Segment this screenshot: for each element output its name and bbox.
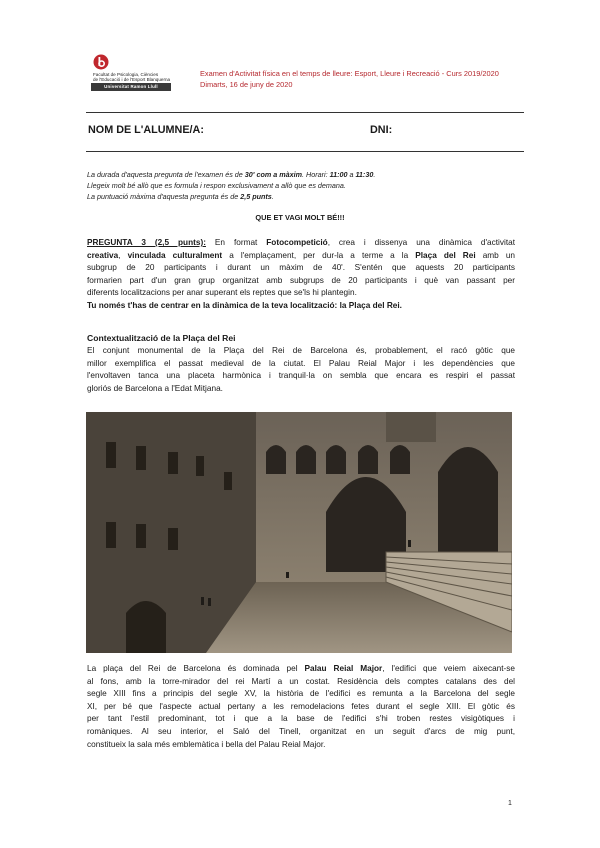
good-luck-message: QUE ET VAGI MOLT BÉ!!! (255, 213, 345, 222)
context-paragraph-2: La plaça del Rei de Barcelona és dominada pel Palau Reial Major, l'edifici que veiem aixecant-se al fons, amb la torre-mirador del rei Martí a un costat. Residència dels comptes catalans des del segle XIII fins a principis del segle XV, la història de l'edifici es remunta a la Barcelona del segle XI, per bé que l'aspecte actual pertany a les remodelacions fetes durant el segle XIII. El gòtic és per tant l'estil predominant, tot i que a la base de l'edifici s'hi troben restes visigòtiques i romàniques. Al seu interior, el Saló del Tinell, organitzat en un seguit d'arcs de mig punt, constitueix la sala més emblemàtica i bella del Palau Reial Major. (87, 664, 515, 749)
placa-del-rei-photo (86, 412, 512, 653)
read-note: Llegeix molt bé allò que es formula i respon exclusivament a allò que es demana. (87, 181, 346, 190)
dni-label: DNI: (370, 124, 393, 136)
divider-bottom (86, 151, 524, 152)
exam-title: Examen d'Activitat física en el temps de lleure: Esport, Lleure i Recreació - Curs 2019/2020 (200, 69, 499, 78)
question-line-1: PREGUNTA 3 (2,5 punts): En format Fotocompetició, crea i dissenya una dinàmica d'activitat (87, 238, 515, 247)
institution-line-2: de l'Educació i de l'Esport Blanquerna (93, 77, 171, 82)
student-name-label: NOM DE L'ALUMNE/A: (88, 124, 204, 136)
exam-date: Dimarts, 16 de juny de 2020 (200, 80, 293, 89)
question-line-3: subgrup de 20 participants i durant un màxim de 40'. S'entén que aquests 20 participants (87, 263, 515, 273)
question-line-4: formarien part d'un gran grup organitzat amb subgrups de 20 participants i què van passant per (87, 275, 515, 285)
context-paragraph-1: El conjunt monumental de la Plaça del Rei de Barcelona és, probablement, el racó gòtic que millor exemplifica el passat medieval de la ciutat. El Palau Reial Major i les dependències que l'envoltaven tanca una placeta harmònica i tranquil·la on sembla que encara es respiri el passat gloriós de Barcelona a l'Edat Mitjana. (87, 346, 515, 393)
question-title: PREGUNTA 3 (2,5 punts): (87, 238, 206, 247)
duration-note: La durada d'aquesta pregunta de l'examen és de 30' com a màxim. Horari: 11:00 a 11:30. (87, 170, 376, 179)
university-logo-icon (93, 54, 109, 70)
question-line-2: creativa, vinculada culturalment a l'emplaçament, per dur-la a terme a la Plaça del Rei amb un (87, 250, 515, 260)
page-number: 1 (508, 800, 512, 807)
question-block (87, 237, 515, 313)
divider-top (86, 112, 524, 113)
institution-line-1: Facultat de Psicologia, Ciències (93, 72, 159, 77)
question-line-5: diferents localitzacions per anar superant els reptes que se'ls hi plantegin. (87, 288, 357, 298)
question-focus-note: Tu només t'has de centrar en la dinàmica de la teva localització: la Plaça del Rei. (87, 300, 402, 310)
score-note: La puntuació màxima d'aquesta pregunta és de 2,5 punts. (87, 192, 274, 201)
context-title: Contextualització de la Plaça del Rei (87, 333, 236, 343)
university-name: Universitat Ramon Llull (91, 83, 171, 91)
exam-header (200, 68, 520, 90)
